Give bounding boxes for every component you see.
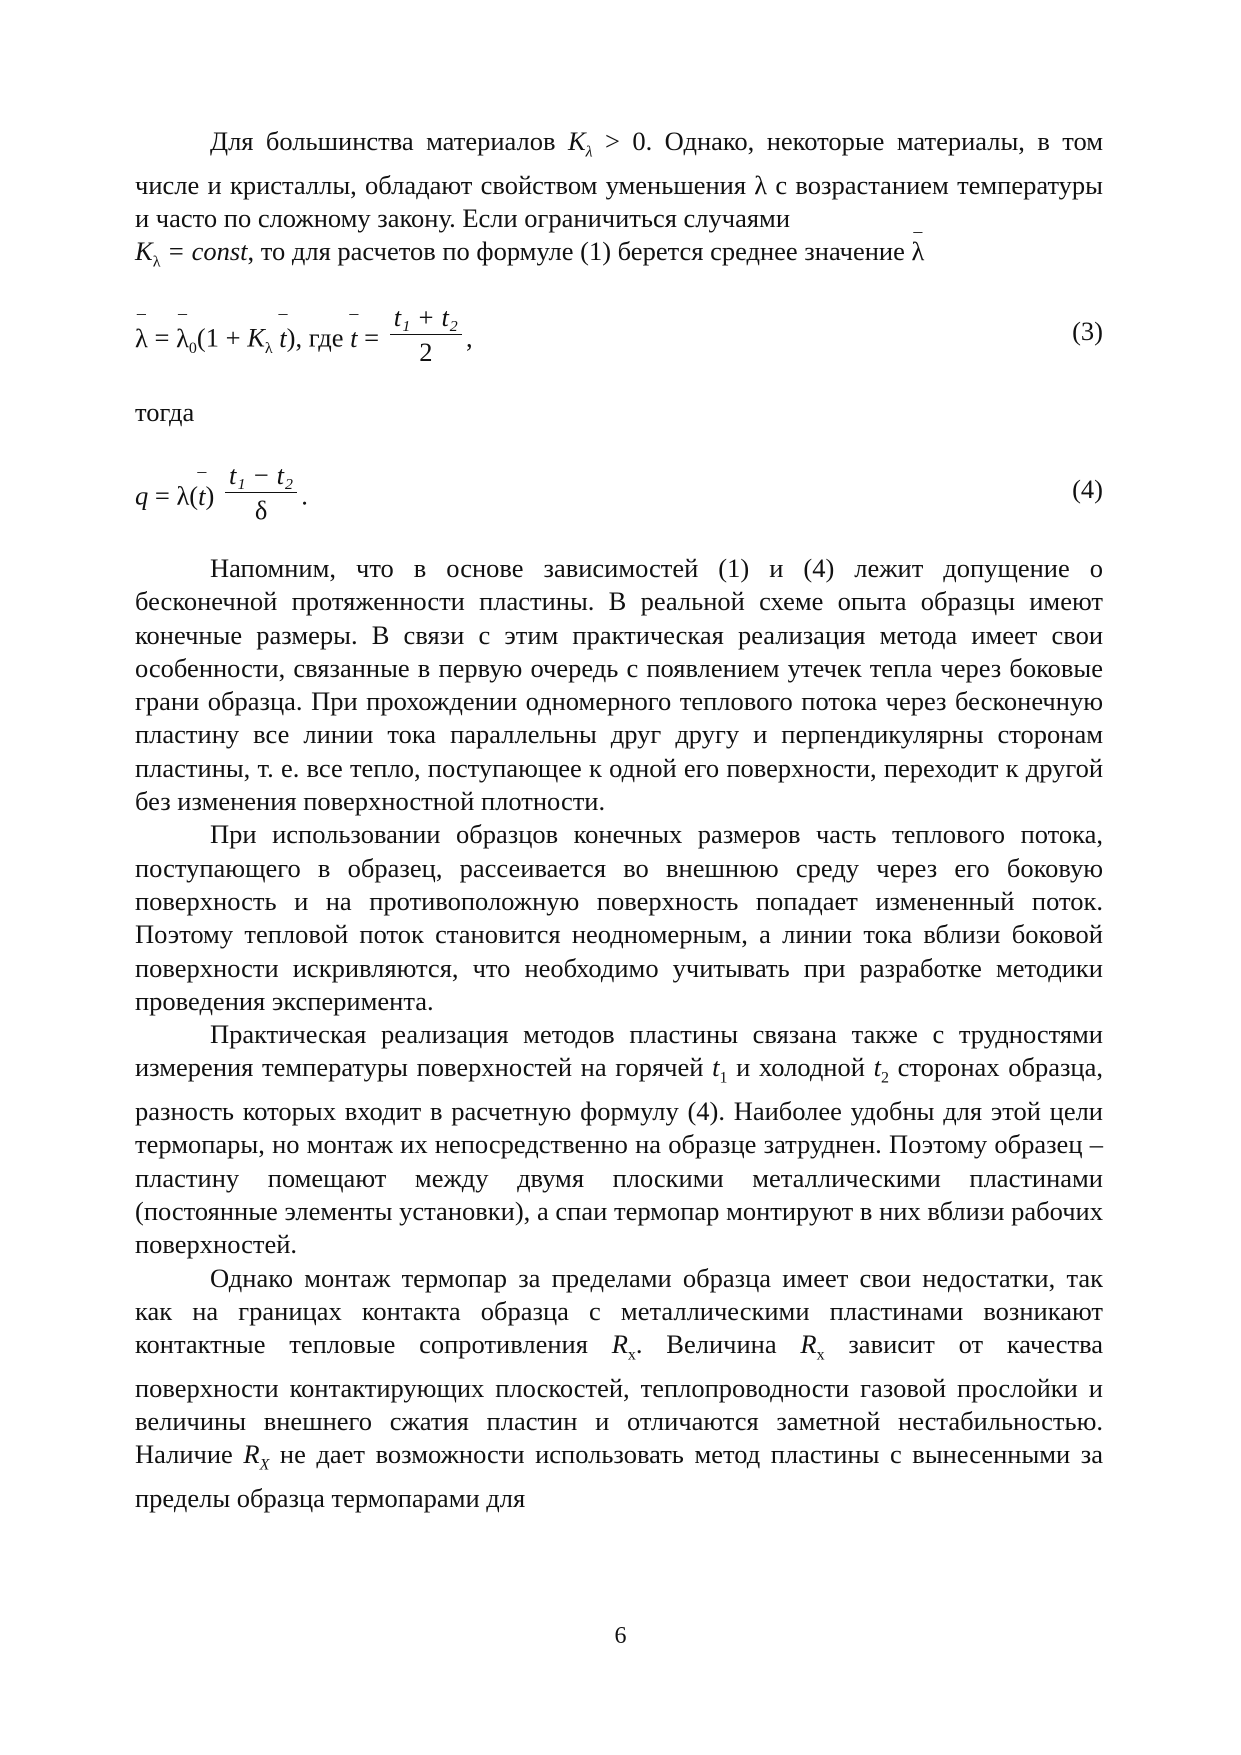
practical-t2-sub: 2: [880, 1069, 889, 1087]
eq3-equals-2: =: [364, 322, 380, 353]
math-k-sub: λ: [585, 143, 593, 161]
contact-text-b: . Величина: [635, 1329, 777, 1360]
contact-text-c: зависит от качества поверхности контактирующих плоскостей, теплопроводности газовой прослойки и величины внешнего сжатия пластин и отличаются заметной нестабильностью. Наличие: [135, 1329, 1104, 1470]
eq3-lambda-mean: – λ: [135, 323, 148, 354]
eq3-k-sub: λ: [264, 339, 273, 357]
eq3-number: (3): [1072, 316, 1103, 346]
eq4-lambda: λ(: [176, 480, 199, 511]
const-line: [135, 235, 1103, 279]
eq3-k: K: [247, 322, 265, 353]
contact-r3-sub: X: [259, 1456, 270, 1474]
eq3-where: , где: [295, 322, 344, 353]
contact-r2-sub: x: [816, 1346, 825, 1364]
contact-text-a: Однако монтаж термопар за пределами образца имеет свои недостатки, так как на границах контакта образца с металлическими пластинами возникают контактные тепловые сопротивления: [135, 1262, 1103, 1360]
practical-t1-sub: 1: [719, 1069, 728, 1087]
math-k-const: K: [135, 236, 153, 266]
equation-3: [135, 300, 1103, 380]
intro-paragraph: [135, 125, 1103, 235]
paragraph-finite: При использовании образцов конечных размеров часть теплового потока, поступающего в образец, рассеивается во внешнюю среду через его боковую поверхность и на противоположную поверхность попадает измененный поток. Поэтому тепловой поток становится неодномерным, а линии тока вблизи боковой поверхности искривляются, что необходимо учитывать при разработке методики проведения эксперимента.: [135, 819, 1103, 1016]
eq3-numerator: t₁ + t₂: [390, 302, 462, 335]
intro-text-a: Для большинства материалов: [210, 126, 556, 156]
equation-4: [135, 458, 1103, 538]
body-text: [135, 552, 1103, 1515]
eq4-t-mean: – t: [198, 481, 205, 512]
eq3-t-mean: – t: [279, 323, 286, 354]
eq4-equals: =: [154, 480, 170, 511]
intro-text-b: . Однако, некоторые материалы, в том числе и кристаллы, обладают свойством уменьшения λ с возрастанием температуры и часто по сложному закону. Если ограничиться случаями: [135, 126, 1104, 233]
practical-t2: t: [873, 1052, 881, 1083]
practical-text-a: Практическая реализация методов пластины связана также с трудностями измерения температуры поверхностей на горячей: [135, 1019, 1103, 1083]
eq3-lambda0: – λ: [176, 323, 189, 354]
eq3-paren-close: ): [286, 322, 296, 353]
eq4-q: q: [135, 480, 149, 511]
eq4-period: .: [301, 480, 308, 511]
eq3-paren-open: (1 +: [196, 322, 248, 353]
paragraph-practical: [135, 1018, 1103, 1261]
practical-text-c: сторонах образца, разность которых входит в расчетную формулу (4). Наиболее удобны для этой цели термопары, но монтаж их непосредственно на образце затруднен. Поэтому образец – пластину помещают между двумя плоскими металлическими пластинами (постоянные элементы установки), а спаи термопар монтируют в них вблизи рабочих поверхностей.: [135, 1052, 1103, 1260]
paragraph-contact: [135, 1262, 1103, 1516]
eq3-fraction: [390, 302, 462, 367]
contact-text-d: не дает возможности использовать метод пластины с вынесенными за пределы образца термопарами для: [135, 1439, 1103, 1513]
contact-r2: R: [800, 1329, 817, 1360]
eq3-t-def: – t: [350, 323, 357, 354]
paragraph-reminder: Напомним, что в основе зависимостей (1) и (4) лежит допущение о бесконечной протяженности пластины. В реальной схеме опыта образцы имеют конечные размеры. В связи с этим практическая реализация метода имеет свои особенности, связанные в первую очередь с появлением утечек тепла через боковые грани образца. При прохождении одномерного теплового потока через бесконечную пластину все линии тока параллельны друг другу и перпендикулярны сторонам пластины, т. е. все тепло, поступающее к одной его поверхности, переходит к другой без изменения поверхностной плотности.: [135, 553, 1103, 817]
eq4-fraction: [225, 460, 297, 525]
math-k-const-sub: λ: [152, 253, 161, 271]
eq3-lambda0-sub: 0: [188, 339, 197, 357]
math-gt-zero: > 0: [605, 126, 646, 156]
math-const: = const: [167, 236, 248, 266]
practical-text-b: и холодной: [736, 1052, 865, 1083]
eq3-equals: =: [154, 322, 170, 353]
eq4-close: ): [205, 480, 215, 511]
practical-t1: t: [712, 1052, 720, 1083]
contact-r3: R: [243, 1439, 260, 1470]
lambda-mean: – λ: [912, 235, 925, 268]
eq4-numerator: t₁ − t₂: [225, 460, 297, 493]
eq3-comma: ,: [466, 322, 473, 353]
eq3-denominator: 2: [419, 337, 433, 367]
intro-text-c: , то для расчетов по формуле (1) берется среднее значение: [247, 236, 905, 266]
then-word: тогда: [135, 397, 195, 427]
contact-r1-sub: x: [627, 1346, 636, 1364]
page-number: 6: [614, 1623, 627, 1649]
contact-r1: R: [611, 1329, 628, 1360]
eq4-denominator: δ: [254, 495, 268, 525]
math-k: K: [567, 126, 586, 156]
eq4-number: (4): [1072, 474, 1103, 504]
